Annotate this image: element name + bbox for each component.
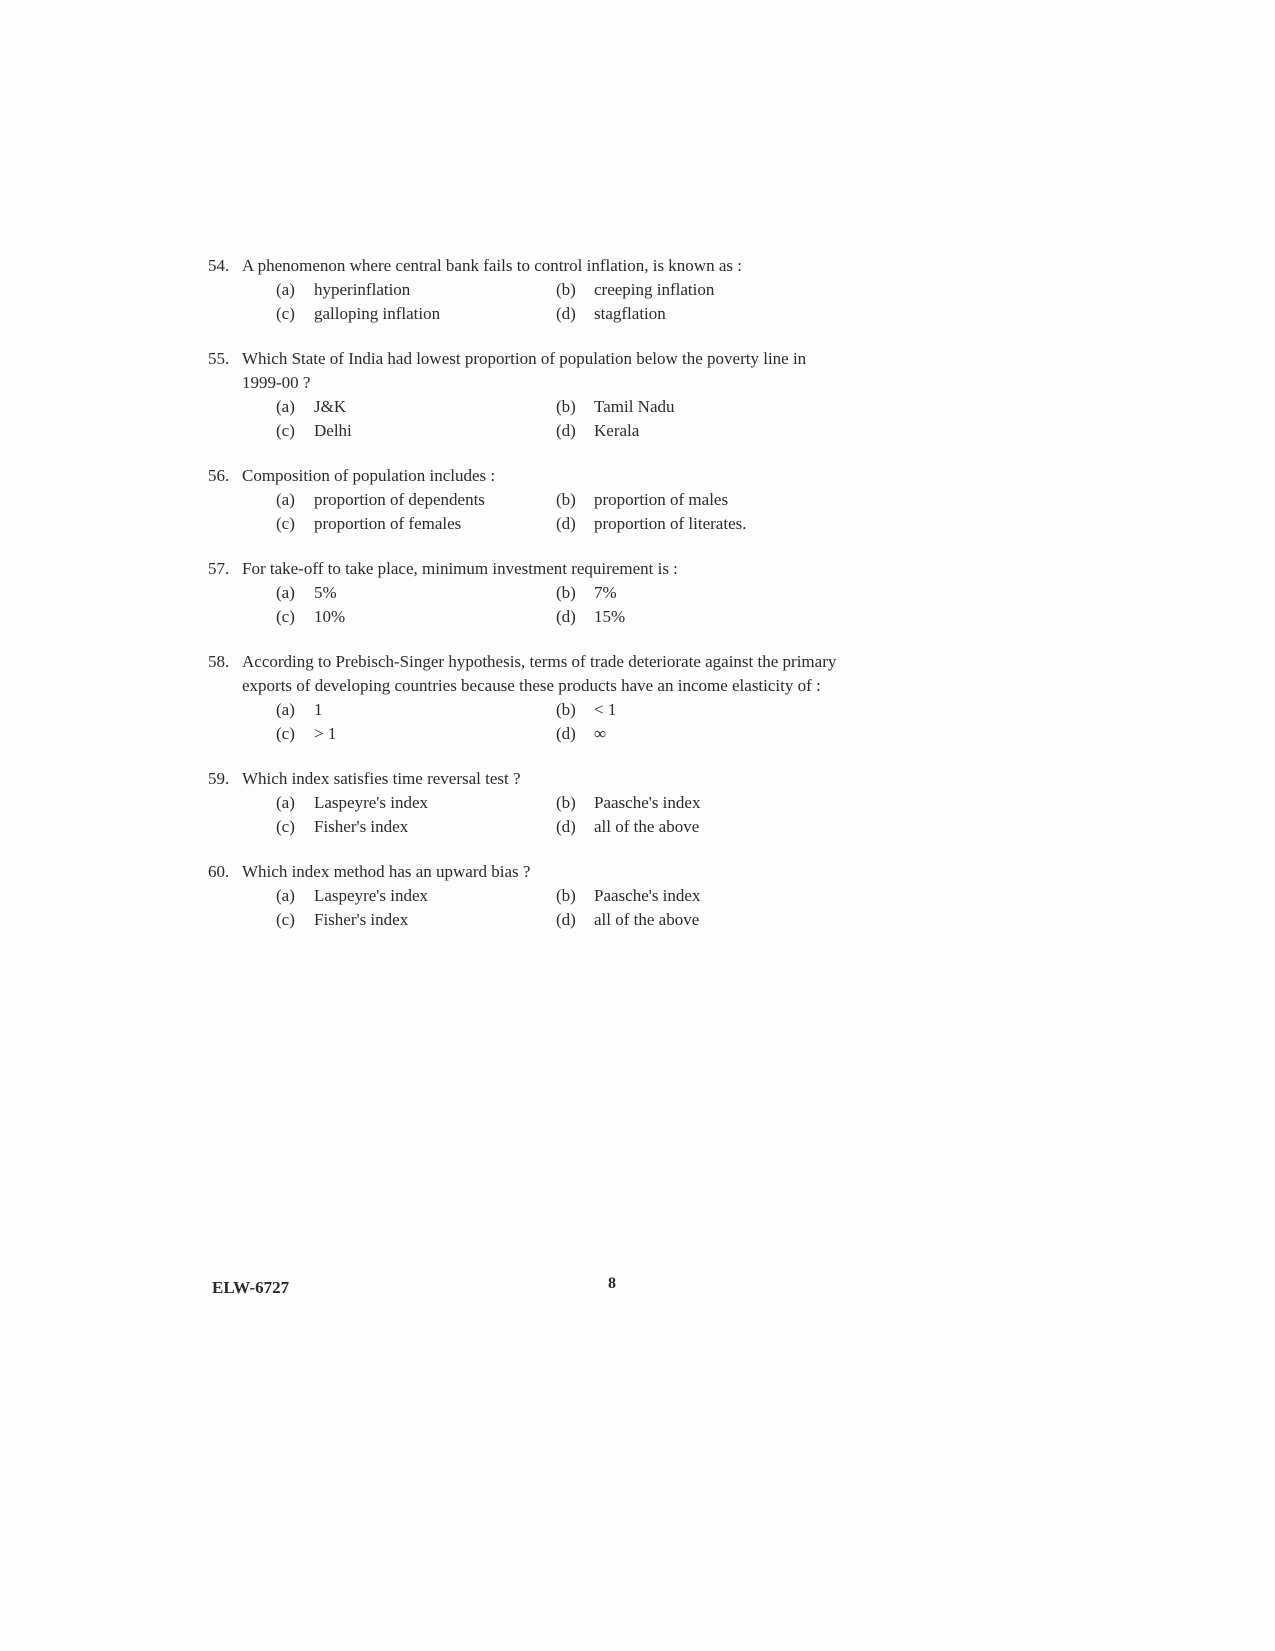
option-letter: (b) xyxy=(556,280,576,299)
option-letter: (d) xyxy=(556,304,576,323)
option-text: galloping inflation xyxy=(314,304,441,323)
question-text: According to Prebisch-Singer hypothesis, terms of trade deteriorate against the primary exports of developing countries because these products have an income elasticity of : xyxy=(242,652,837,695)
question-number: 54. xyxy=(208,256,230,275)
option-d xyxy=(556,302,836,326)
option-text: Paasche's index xyxy=(594,793,701,812)
option-letter: (d) xyxy=(556,817,576,836)
option-text: Fisher's index xyxy=(314,910,409,929)
option-letter: (c) xyxy=(276,421,295,440)
question-text: For take-off to take place, minimum investment requirement is : xyxy=(242,559,678,578)
question-text: Which State of India had lowest proportion of population below the poverty line in 1999-00 ? xyxy=(242,349,807,392)
option-c xyxy=(276,722,556,746)
option-text: 5% xyxy=(314,583,337,602)
option-letter: (c) xyxy=(276,514,295,533)
option-list xyxy=(276,884,848,932)
question-59 xyxy=(208,767,848,839)
option-letter: (d) xyxy=(556,910,576,929)
option-letter: (c) xyxy=(276,724,295,743)
question-60 xyxy=(208,860,848,932)
option-letter: (b) xyxy=(556,793,576,812)
option-text: Laspeyre's index xyxy=(314,886,428,905)
option-b xyxy=(556,698,836,722)
option-a xyxy=(276,395,556,419)
option-letter: (b) xyxy=(556,583,576,602)
option-text: all of the above xyxy=(594,910,700,929)
option-letter: (b) xyxy=(556,397,576,416)
option-letter: (c) xyxy=(276,910,295,929)
question-text: A phenomenon where central bank fails to control inflation, is known as : xyxy=(242,256,742,275)
question-number: 57. xyxy=(208,559,230,578)
option-b xyxy=(556,395,836,419)
option-text: Delhi xyxy=(314,421,352,440)
option-letter: (b) xyxy=(556,886,576,905)
option-text: 10% xyxy=(314,607,346,626)
option-list xyxy=(276,278,848,326)
question-number: 59. xyxy=(208,769,230,788)
option-letter: (d) xyxy=(556,724,576,743)
option-b xyxy=(556,278,836,302)
question-54 xyxy=(208,254,848,326)
option-list xyxy=(276,395,848,443)
option-list xyxy=(276,698,848,746)
option-text: stagflation xyxy=(594,304,666,323)
question-56 xyxy=(208,464,848,536)
option-letter: (b) xyxy=(556,490,576,509)
option-c xyxy=(276,512,556,536)
page-number: 8 xyxy=(608,1275,616,1292)
question-text: Which index satisfies time reversal test ? xyxy=(242,769,521,788)
option-list xyxy=(276,488,848,536)
option-text: hyperinflation xyxy=(314,280,411,299)
option-text: all of the above xyxy=(594,817,700,836)
option-letter: (a) xyxy=(276,280,295,299)
option-text: Fisher's index xyxy=(314,817,409,836)
question-58 xyxy=(208,650,848,746)
question-text: Composition of population includes : xyxy=(242,466,496,485)
option-letter: (a) xyxy=(276,793,295,812)
option-b xyxy=(556,791,836,815)
option-letter: (a) xyxy=(276,583,295,602)
option-letter: (a) xyxy=(276,490,295,509)
question-text: Which index method has an upward bias ? xyxy=(242,862,531,881)
question-list xyxy=(208,254,848,953)
option-b xyxy=(556,884,836,908)
option-list xyxy=(276,581,848,629)
option-b xyxy=(556,488,836,512)
option-d xyxy=(556,605,836,629)
question-number: 58. xyxy=(208,652,230,671)
option-letter: (c) xyxy=(276,304,295,323)
option-list xyxy=(276,791,848,839)
option-d xyxy=(556,512,836,536)
option-text: proportion of dependents xyxy=(314,490,485,509)
option-text: Laspeyre's index xyxy=(314,793,428,812)
option-a xyxy=(276,791,556,815)
question-number: 56. xyxy=(208,466,230,485)
option-text: > 1 xyxy=(314,724,337,743)
option-text: 7% xyxy=(594,583,617,602)
option-b xyxy=(556,581,836,605)
option-letter: (a) xyxy=(276,886,295,905)
option-text: creeping inflation xyxy=(594,280,715,299)
option-letter: (a) xyxy=(276,700,295,719)
option-letter: (c) xyxy=(276,817,295,836)
option-letter: (a) xyxy=(276,397,295,416)
option-c xyxy=(276,908,556,932)
option-c xyxy=(276,605,556,629)
option-text: 15% xyxy=(594,607,626,626)
option-a xyxy=(276,581,556,605)
option-letter: (d) xyxy=(556,421,576,440)
option-d xyxy=(556,908,836,932)
option-c xyxy=(276,419,556,443)
option-c xyxy=(276,815,556,839)
question-57 xyxy=(208,557,848,629)
option-c xyxy=(276,302,556,326)
option-a xyxy=(276,488,556,512)
option-text: 1 xyxy=(314,700,323,719)
option-text: Tamil Nadu xyxy=(594,397,675,416)
option-a xyxy=(276,698,556,722)
option-a xyxy=(276,278,556,302)
option-letter: (d) xyxy=(556,514,576,533)
option-letter: (b) xyxy=(556,700,576,719)
option-d xyxy=(556,419,836,443)
option-text: Kerala xyxy=(594,421,640,440)
option-d xyxy=(556,722,836,746)
option-letter: (d) xyxy=(556,607,576,626)
question-number: 55. xyxy=(208,349,230,368)
option-a xyxy=(276,884,556,908)
option-text: proportion of literates. xyxy=(594,514,747,533)
option-text: < 1 xyxy=(594,700,617,719)
option-text: J&K xyxy=(314,397,347,416)
option-text: proportion of males xyxy=(594,490,729,509)
paper-code: ELW-6727 xyxy=(212,1278,290,1297)
option-text: ∞ xyxy=(594,724,607,743)
option-d xyxy=(556,815,836,839)
option-letter: (c) xyxy=(276,607,295,626)
option-text: proportion of females xyxy=(314,514,462,533)
question-55 xyxy=(208,347,848,443)
option-text: Paasche's index xyxy=(594,886,701,905)
question-number: 60. xyxy=(208,862,230,881)
